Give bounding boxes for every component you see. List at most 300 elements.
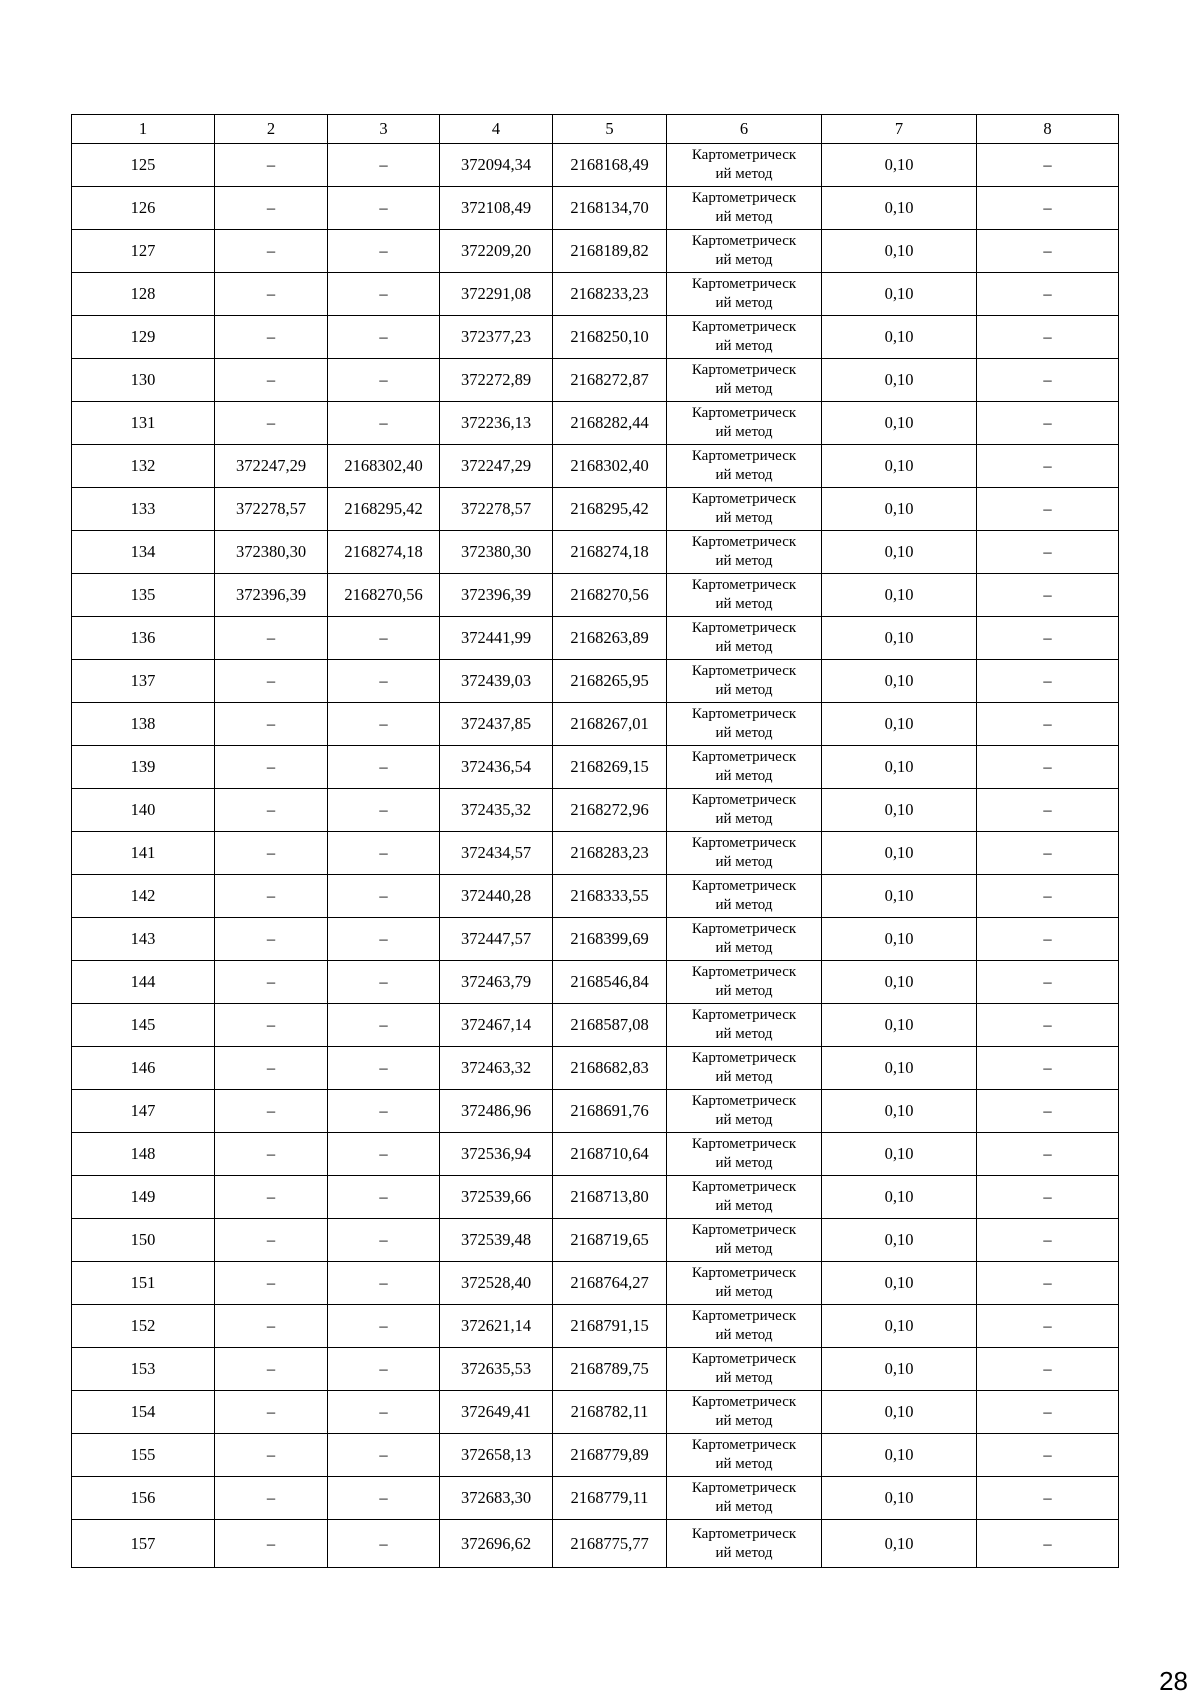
table-cell-col-8: – xyxy=(977,445,1119,488)
table-cell-col-1: 145 xyxy=(72,1004,215,1047)
table-cell-col-5: 2168295,42 xyxy=(553,488,667,531)
table-cell-col-8: – xyxy=(977,789,1119,832)
table-cell-col-5: 2168779,89 xyxy=(553,1434,667,1477)
table-cell-col-8: – xyxy=(977,961,1119,1004)
table-cell-col-1: 150 xyxy=(72,1219,215,1262)
table-cell-col-3: – xyxy=(328,832,440,875)
table-row xyxy=(72,316,1119,359)
method-text-line: ий метод xyxy=(715,252,773,268)
table-cell-col-1: 129 xyxy=(72,316,215,359)
table-cell-col-8: – xyxy=(977,574,1119,617)
table-cell-col-7: 0,10 xyxy=(822,1305,977,1348)
table-row xyxy=(72,1348,1119,1391)
table-cell-col-3: – xyxy=(328,789,440,832)
method-text-line: ий метод xyxy=(715,682,773,698)
table-cell-col-4: 372467,14 xyxy=(440,1004,553,1047)
table-row xyxy=(72,1219,1119,1262)
table-row xyxy=(72,187,1119,230)
method-text-line: Картометрическ xyxy=(691,276,797,292)
table-row xyxy=(72,1090,1119,1133)
table-cell-col-1: 133 xyxy=(72,488,215,531)
table-cell-col-7: 0,10 xyxy=(822,488,977,531)
table-cell-col-6 xyxy=(667,445,822,488)
table-cell-col-2: – xyxy=(215,703,328,746)
table-cell-col-2: – xyxy=(215,144,328,187)
table-row xyxy=(72,1305,1119,1348)
table-row xyxy=(72,402,1119,445)
table-cell-col-7: 0,10 xyxy=(822,1520,977,1568)
table-cell-col-1: 148 xyxy=(72,1133,215,1176)
table-cell-col-6 xyxy=(667,1434,822,1477)
table-cell-col-3: – xyxy=(328,746,440,789)
table-cell-col-8: – xyxy=(977,187,1119,230)
table-cell-col-6 xyxy=(667,1090,822,1133)
method-text-line: Картометрическ xyxy=(691,1136,797,1152)
table-cell-col-4: 372463,79 xyxy=(440,961,553,1004)
table-cell-col-2: – xyxy=(215,961,328,1004)
table-cell-col-3: – xyxy=(328,1004,440,1047)
method-text-line: Картометрическ xyxy=(691,1050,797,1066)
table-cell-col-3: – xyxy=(328,1477,440,1520)
coordinates-table xyxy=(71,114,1119,1568)
table-cell-col-2: – xyxy=(215,1348,328,1391)
table-cell-col-1: 157 xyxy=(72,1520,215,1568)
table-cell-col-7: 0,10 xyxy=(822,144,977,187)
table-cell-col-7: 0,10 xyxy=(822,918,977,961)
table-cell-col-1: 130 xyxy=(72,359,215,402)
method-text-line: ий метод xyxy=(715,338,773,354)
table-cell-col-8: – xyxy=(977,1477,1119,1520)
table-cell-col-8: – xyxy=(977,617,1119,660)
method-text-line: ий метод xyxy=(715,1155,773,1171)
table-row xyxy=(72,1391,1119,1434)
method-text-line: Картометрическ xyxy=(691,233,797,249)
table-cell-col-7: 0,10 xyxy=(822,1176,977,1219)
table-cell-col-1: 127 xyxy=(72,230,215,273)
table-cell-col-5: 2168282,44 xyxy=(553,402,667,445)
table-cell-col-4: 372278,57 xyxy=(440,488,553,531)
method-text-line: Картометрическ xyxy=(691,749,797,765)
table-cell-col-5: 2168269,15 xyxy=(553,746,667,789)
method-text-line: ий метод xyxy=(715,1241,773,1257)
table-cell-col-8: – xyxy=(977,1391,1119,1434)
table-cell-col-8: – xyxy=(977,144,1119,187)
table-cell-col-6 xyxy=(667,273,822,316)
table-cell-col-4: 372435,32 xyxy=(440,789,553,832)
table-cell-col-4: 372539,48 xyxy=(440,1219,553,1262)
table-cell-col-8: – xyxy=(977,875,1119,918)
table-row xyxy=(72,961,1119,1004)
table-cell-col-6 xyxy=(667,574,822,617)
table-cell-col-5: 2168302,40 xyxy=(553,445,667,488)
table-cell-col-6 xyxy=(667,746,822,789)
table-row xyxy=(72,359,1119,402)
method-text-line: Картометрическ xyxy=(691,1179,797,1195)
method-text-line: Картометрическ xyxy=(691,620,797,636)
method-text-line: Картометрическ xyxy=(691,448,797,464)
table-cell-col-3: – xyxy=(328,1176,440,1219)
method-text-line: Картометрическ xyxy=(691,1308,797,1324)
method-text-line: ий метод xyxy=(715,1026,773,1042)
column-header-4: 4 xyxy=(440,115,553,144)
table-cell-col-4: 372236,13 xyxy=(440,402,553,445)
method-text-line: Картометрическ xyxy=(691,921,797,937)
method-text-line: ий метод xyxy=(715,768,773,784)
table-cell-col-8: – xyxy=(977,832,1119,875)
table-cell-col-1: 140 xyxy=(72,789,215,832)
table-cell-col-5: 2168789,75 xyxy=(553,1348,667,1391)
table-cell-col-3: – xyxy=(328,1090,440,1133)
table-row xyxy=(72,144,1119,187)
table-cell-col-3: – xyxy=(328,1262,440,1305)
table-header xyxy=(72,115,1119,144)
table-cell-col-2: – xyxy=(215,1391,328,1434)
table-cell-col-1: 135 xyxy=(72,574,215,617)
table-cell-col-1: 137 xyxy=(72,660,215,703)
table-cell-col-8: – xyxy=(977,230,1119,273)
table-cell-col-6 xyxy=(667,1391,822,1434)
table-cell-col-7: 0,10 xyxy=(822,230,977,273)
table-cell-col-4: 372635,53 xyxy=(440,1348,553,1391)
table-cell-col-5: 2168333,55 xyxy=(553,875,667,918)
method-text-line: ий метод xyxy=(715,897,773,913)
table-cell-col-4: 372440,28 xyxy=(440,875,553,918)
table-row xyxy=(72,1262,1119,1305)
table-cell-col-6 xyxy=(667,660,822,703)
table-cell-col-7: 0,10 xyxy=(822,1434,977,1477)
column-header-8: 8 xyxy=(977,115,1119,144)
method-text-line: Картометрическ xyxy=(691,1007,797,1023)
table-cell-col-1: 155 xyxy=(72,1434,215,1477)
table-cell-col-3: – xyxy=(328,1520,440,1568)
table-cell-col-7: 0,10 xyxy=(822,660,977,703)
table-cell-col-6 xyxy=(667,1520,822,1568)
table-cell-col-1: 151 xyxy=(72,1262,215,1305)
table-cell-col-4: 372621,14 xyxy=(440,1305,553,1348)
column-header-6: 6 xyxy=(667,115,822,144)
table-cell-col-6 xyxy=(667,1262,822,1305)
method-text-line: ий метод xyxy=(715,424,773,440)
table-cell-col-4: 372291,08 xyxy=(440,273,553,316)
table-cell-col-6 xyxy=(667,1004,822,1047)
table-cell-col-7: 0,10 xyxy=(822,746,977,789)
table-cell-col-5: 2168719,65 xyxy=(553,1219,667,1262)
table-cell-col-4: 372658,13 xyxy=(440,1434,553,1477)
table-cell-col-4: 372683,30 xyxy=(440,1477,553,1520)
table-cell-col-5: 2168691,76 xyxy=(553,1090,667,1133)
table-cell-col-8: – xyxy=(977,1004,1119,1047)
table-cell-col-2: 372278,57 xyxy=(215,488,328,531)
table-cell-col-2: – xyxy=(215,402,328,445)
table-cell-col-4: 372209,20 xyxy=(440,230,553,273)
table-cell-col-3: – xyxy=(328,187,440,230)
table-cell-col-3: – xyxy=(328,230,440,273)
table-cell-col-4: 372528,40 xyxy=(440,1262,553,1305)
table-cell-col-5: 2168283,23 xyxy=(553,832,667,875)
column-header-1: 1 xyxy=(72,115,215,144)
table-cell-col-6 xyxy=(667,1047,822,1090)
table-cell-col-4: 372272,89 xyxy=(440,359,553,402)
table-cell-col-6 xyxy=(667,359,822,402)
table-cell-col-5: 2168233,23 xyxy=(553,273,667,316)
table-cell-col-2: 372247,29 xyxy=(215,445,328,488)
table-row xyxy=(72,660,1119,703)
method-text-line: ий метод xyxy=(715,940,773,956)
table-cell-col-6 xyxy=(667,531,822,574)
table-row xyxy=(72,875,1119,918)
table-row xyxy=(72,703,1119,746)
table-cell-col-7: 0,10 xyxy=(822,1391,977,1434)
table-cell-col-4: 372377,23 xyxy=(440,316,553,359)
table-cell-col-6 xyxy=(667,617,822,660)
table-cell-col-4: 372649,41 xyxy=(440,1391,553,1434)
table-cell-col-5: 2168168,49 xyxy=(553,144,667,187)
method-text-line: ий метод xyxy=(715,381,773,397)
table-cell-col-3: – xyxy=(328,359,440,402)
table-cell-col-7: 0,10 xyxy=(822,789,977,832)
table-cell-col-6 xyxy=(667,1176,822,1219)
table-cell-col-7: 0,10 xyxy=(822,273,977,316)
table-cell-col-7: 0,10 xyxy=(822,1262,977,1305)
table-cell-col-1: 141 xyxy=(72,832,215,875)
table-cell-col-8: – xyxy=(977,316,1119,359)
table-cell-col-4: 372463,32 xyxy=(440,1047,553,1090)
table-cell-col-3: – xyxy=(328,961,440,1004)
table-cell-col-6 xyxy=(667,875,822,918)
table-row xyxy=(72,531,1119,574)
table-cell-col-2: – xyxy=(215,617,328,660)
table-cell-col-2: – xyxy=(215,1477,328,1520)
method-text-line: Картометрическ xyxy=(691,319,797,335)
table-cell-col-2: – xyxy=(215,1176,328,1219)
table-cell-col-4: 372539,66 xyxy=(440,1176,553,1219)
table-cell-col-2: 372396,39 xyxy=(215,574,328,617)
method-text-line: Картометрическ xyxy=(691,835,797,851)
method-text-line: Картометрическ xyxy=(691,1351,797,1367)
table-cell-col-7: 0,10 xyxy=(822,445,977,488)
table-cell-col-4: 372439,03 xyxy=(440,660,553,703)
table-cell-col-6 xyxy=(667,1348,822,1391)
table-cell-col-2: – xyxy=(215,660,328,703)
table-cell-col-1: 153 xyxy=(72,1348,215,1391)
table-cell-col-5: 2168779,11 xyxy=(553,1477,667,1520)
method-text-line: ий метод xyxy=(715,467,773,483)
table-cell-col-7: 0,10 xyxy=(822,402,977,445)
page-number: 28 xyxy=(1159,1666,1188,1696)
table-cell-col-7: 0,10 xyxy=(822,1047,977,1090)
table-cell-col-8: – xyxy=(977,660,1119,703)
table-cell-col-7: 0,10 xyxy=(822,1090,977,1133)
table-cell-col-7: 0,10 xyxy=(822,703,977,746)
method-text-line: ий метод xyxy=(715,1413,773,1429)
table-cell-col-3: – xyxy=(328,144,440,187)
table-cell-col-2: – xyxy=(215,1262,328,1305)
method-text-line: ий метод xyxy=(715,596,773,612)
table-cell-col-3: – xyxy=(328,316,440,359)
table-row xyxy=(72,488,1119,531)
method-text-line: Картометрическ xyxy=(691,1394,797,1410)
table-cell-col-7: 0,10 xyxy=(822,832,977,875)
method-text-line: Картометрическ xyxy=(691,362,797,378)
table-cell-col-5: 2168713,80 xyxy=(553,1176,667,1219)
table-cell-col-6 xyxy=(667,832,822,875)
method-text-line: ий метод xyxy=(715,166,773,182)
table-cell-col-4: 372380,30 xyxy=(440,531,553,574)
table-cell-col-2: – xyxy=(215,1305,328,1348)
table-cell-col-1: 138 xyxy=(72,703,215,746)
table-cell-col-6 xyxy=(667,703,822,746)
table-cell-col-6 xyxy=(667,1133,822,1176)
method-text-line: ий метод xyxy=(715,1069,773,1085)
table-cell-col-5: 2168189,82 xyxy=(553,230,667,273)
table-cell-col-6 xyxy=(667,961,822,1004)
table-row xyxy=(72,918,1119,961)
table-cell-col-6 xyxy=(667,316,822,359)
table-cell-col-6 xyxy=(667,1219,822,1262)
method-text-line: Картометрическ xyxy=(691,190,797,206)
table-cell-col-5: 2168272,87 xyxy=(553,359,667,402)
table-cell-col-4: 372436,54 xyxy=(440,746,553,789)
method-text-line: ий метод xyxy=(715,725,773,741)
table-cell-col-8: – xyxy=(977,488,1119,531)
table-cell-col-7: 0,10 xyxy=(822,1348,977,1391)
table-cell-col-1: 143 xyxy=(72,918,215,961)
table-row xyxy=(72,1004,1119,1047)
method-text-line: Картометрическ xyxy=(691,964,797,980)
table-cell-col-8: – xyxy=(977,402,1119,445)
table-cell-col-2: – xyxy=(215,273,328,316)
table-cell-col-2: – xyxy=(215,875,328,918)
table-cell-col-2: – xyxy=(215,230,328,273)
method-text-line: Картометрическ xyxy=(691,491,797,507)
table-cell-col-1: 136 xyxy=(72,617,215,660)
table-row xyxy=(72,1477,1119,1520)
table-cell-col-7: 0,10 xyxy=(822,574,977,617)
method-text-line: ий метод xyxy=(715,1544,773,1561)
method-text-line: ий метод xyxy=(715,1198,773,1214)
method-text-line: Картометрическ xyxy=(691,1093,797,1109)
column-header-2: 2 xyxy=(215,115,328,144)
method-text-line: Картометрическ xyxy=(691,1437,797,1453)
table-cell-col-5: 2168546,84 xyxy=(553,961,667,1004)
table-cell-col-4: 372094,34 xyxy=(440,144,553,187)
table-cell-col-2: – xyxy=(215,918,328,961)
table-cell-col-3: – xyxy=(328,617,440,660)
table-cell-col-8: – xyxy=(977,1176,1119,1219)
table-cell-col-3: – xyxy=(328,1047,440,1090)
table-cell-col-1: 128 xyxy=(72,273,215,316)
table-cell-col-2: – xyxy=(215,187,328,230)
table-cell-col-3: – xyxy=(328,918,440,961)
method-text-line: ий метод xyxy=(715,553,773,569)
table-row xyxy=(72,832,1119,875)
table-cell-col-5: 2168782,11 xyxy=(553,1391,667,1434)
table-cell-col-7: 0,10 xyxy=(822,187,977,230)
table-cell-col-5: 2168399,69 xyxy=(553,918,667,961)
table-row xyxy=(72,230,1119,273)
table-cell-col-8: – xyxy=(977,1434,1119,1477)
table-cell-col-3: – xyxy=(328,1219,440,1262)
method-text-line: ий метод xyxy=(715,1370,773,1386)
table-cell-col-2: – xyxy=(215,1090,328,1133)
table-cell-col-1: 126 xyxy=(72,187,215,230)
method-text-line: Картометрическ xyxy=(691,1525,797,1542)
table-cell-col-4: 372536,94 xyxy=(440,1133,553,1176)
method-text-line: ий метод xyxy=(715,639,773,655)
table-cell-col-6 xyxy=(667,144,822,187)
table-cell-col-3: – xyxy=(328,703,440,746)
table-cell-col-1: 142 xyxy=(72,875,215,918)
table-row xyxy=(72,1047,1119,1090)
column-header-7: 7 xyxy=(822,115,977,144)
table-cell-col-1: 152 xyxy=(72,1305,215,1348)
method-text-line: ий метод xyxy=(715,295,773,311)
table-cell-col-3: – xyxy=(328,1434,440,1477)
table-row xyxy=(72,1133,1119,1176)
table-cell-col-7: 0,10 xyxy=(822,1004,977,1047)
table-cell-col-8: – xyxy=(977,918,1119,961)
table-cell-col-1: 156 xyxy=(72,1477,215,1520)
table-row xyxy=(72,789,1119,832)
method-text-line: ий метод xyxy=(715,209,773,225)
table-cell-col-6 xyxy=(667,789,822,832)
table-cell-col-1: 149 xyxy=(72,1176,215,1219)
table-cell-col-5: 2168682,83 xyxy=(553,1047,667,1090)
table-cell-col-6 xyxy=(667,187,822,230)
table-cell-col-1: 147 xyxy=(72,1090,215,1133)
table-cell-col-1: 154 xyxy=(72,1391,215,1434)
table-cell-col-2: – xyxy=(215,1133,328,1176)
table-cell-col-6 xyxy=(667,488,822,531)
table-cell-col-6 xyxy=(667,918,822,961)
table-cell-col-3: 2168302,40 xyxy=(328,445,440,488)
table-cell-col-4: 372486,96 xyxy=(440,1090,553,1133)
table-cell-col-6 xyxy=(667,1477,822,1520)
method-text-line: Картометрическ xyxy=(691,405,797,421)
table-cell-col-5: 2168764,27 xyxy=(553,1262,667,1305)
method-text-line: ий метод xyxy=(715,983,773,999)
table-cell-col-1: 134 xyxy=(72,531,215,574)
table-cell-col-7: 0,10 xyxy=(822,1477,977,1520)
table-cell-col-2: – xyxy=(215,1047,328,1090)
table-cell-col-5: 2168272,96 xyxy=(553,789,667,832)
table-cell-col-3: – xyxy=(328,1348,440,1391)
table-cell-col-3: – xyxy=(328,660,440,703)
method-text-line: ий метод xyxy=(715,1327,773,1343)
table-cell-col-8: – xyxy=(977,1090,1119,1133)
method-text-line: Картометрическ xyxy=(691,1222,797,1238)
method-text-line: Картометрическ xyxy=(691,792,797,808)
method-text-line: Картометрическ xyxy=(691,1265,797,1281)
table-cell-col-1: 131 xyxy=(72,402,215,445)
table-cell-col-6 xyxy=(667,1305,822,1348)
table-cell-col-3: – xyxy=(328,402,440,445)
table-cell-col-3: 2168295,42 xyxy=(328,488,440,531)
column-header-3: 3 xyxy=(328,115,440,144)
table-cell-col-3: 2168270,56 xyxy=(328,574,440,617)
table-row xyxy=(72,1520,1119,1568)
table-cell-col-4: 372108,49 xyxy=(440,187,553,230)
table-row xyxy=(72,273,1119,316)
table-cell-col-2: – xyxy=(215,1219,328,1262)
table-cell-col-8: – xyxy=(977,746,1119,789)
method-text-line: ий метод xyxy=(715,854,773,870)
method-text-line: ий метод xyxy=(715,1112,773,1128)
table-cell-col-8: – xyxy=(977,1133,1119,1176)
table-cell-col-6 xyxy=(667,402,822,445)
table-row xyxy=(72,1176,1119,1219)
table-cell-col-4: 372441,99 xyxy=(440,617,553,660)
